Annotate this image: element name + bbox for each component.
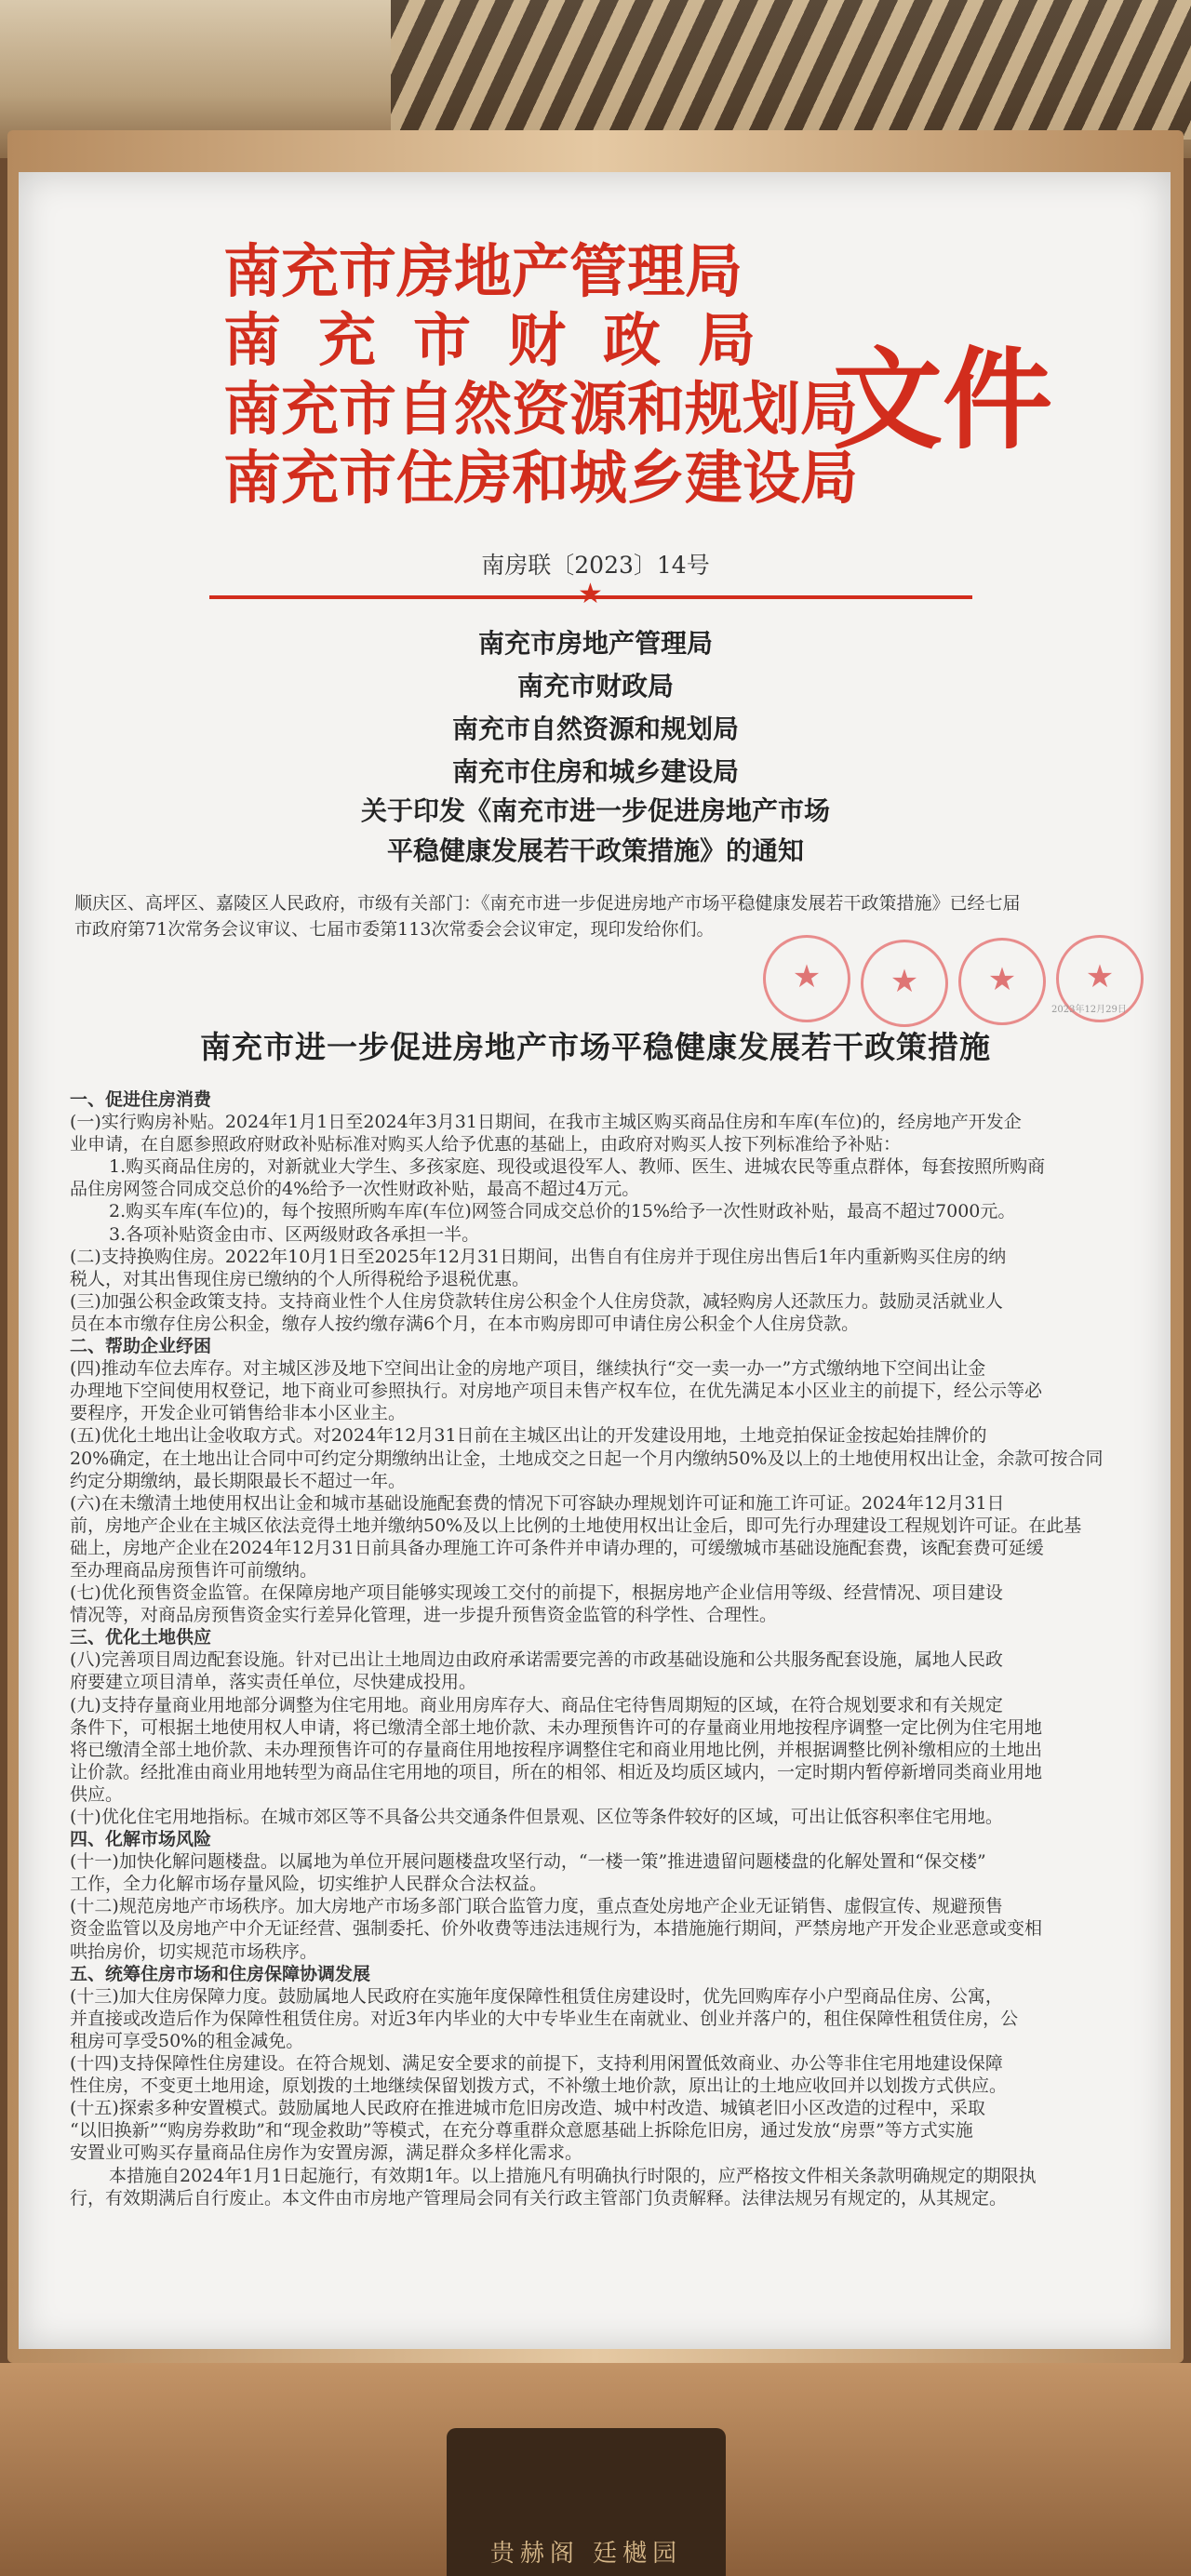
notice-agency-4: 南充市住房和城乡建设局 [451, 756, 739, 787]
section-heading: 四、化解市场风险 [70, 1829, 212, 1850]
body-line: (九)支持存量商业用地部分调整为住宅用地。商业用房库存大、商品住宅待售周期短的区域，在符合规划要求和有关规定 [70, 1694, 1003, 1715]
body-line: 资金监管以及房地产中介无证经营、强制委托、价外收费等违法违规行为，本措施施行期间，严禁房地产开发企业恶意或变相 [70, 1918, 1043, 1940]
body-line: (十四)支持保障性住房建设。在符合规划、满足安全要求的前提下，支持利用闲置低效商业、办公等非住宅用地建设保障 [70, 2053, 1003, 2075]
body-line: 础上，房地产企业在2024年12月31日前具备办理施工许可条件并申请办理的，可缓缴城市基础设施配套费，该配套费可延缓 [70, 1537, 1044, 1558]
display-base [0, 2363, 1191, 2576]
body-line: 哄抬房价，切实规范市场秩序。 [70, 1941, 318, 1962]
notice-agency-1: 南充市房地产管理局 [477, 628, 713, 659]
document-mark: 文件 [833, 335, 1053, 464]
body-line: 让价款。经批准由商业用地转型为商品住宅用地的项目，所在的相邻、相近及均质区域内，一定时期内暂停新增同类商业用地 [70, 1761, 1043, 1782]
body-line: 要程序，开发企业可销售给非本小区业主。 [70, 1403, 407, 1424]
section-heading: 一、促进住房消费 [70, 1089, 212, 1110]
official-seal: ★ [1056, 935, 1144, 1022]
red-divider [209, 578, 972, 610]
name-plaque [447, 2428, 726, 2576]
body-line: 员在本市缴存住房公积金，缴存人按约缴存满6个月，在本市购房即可申请住房公积金个人住房贷款。 [70, 1313, 860, 1334]
body-line: 至办理商品房预售许可前缴纳。 [70, 1559, 318, 1581]
notice-intro-1: 顺庆区、高坪区、嘉陵区人民政府，市级有关部门：《南充市进一步促进房地产市场平稳健康发展若干政策措施》已经七届 [74, 893, 1021, 914]
agency-construction: 南充市住房和城乡建设局 [223, 444, 859, 512]
body-line: 约定分期缴纳，最长期限最长不超过一年。 [70, 1470, 407, 1491]
body-line: 品住房网签合同成交总价的4%给予一次性财政补贴，最高不超过4万元。 [70, 1179, 640, 1200]
body-line: (一)实行购房补贴。2024年1月1日至2024年3月31日期间，在我市主城区购买商品住房和车库(车位)的，经房地产开发企 [70, 1112, 1022, 1133]
body-line: (二)支持换购住房。2022年10月1日至2025年12月31日期间，出售自有住房并于现住房出售后1年内重新购买住房的纳 [70, 1246, 1007, 1267]
body-line: (十二)规范房地产市场秩序。加大房地产市场多部门联合监管力度，重点查处房地产企业无证销售、虚假宣传、规避预售 [70, 1896, 1003, 1917]
notice-intro-2: 市政府第71次常务会议审议、七届市委第113次常委会会议审定，现印发给你们。 [74, 919, 715, 940]
official-seal: ★ [861, 940, 948, 1027]
body-line: 3.各项补贴资金由市、区两级财政各承担一半。 [109, 1223, 480, 1245]
body-line: (六)在未缴清土地使用权出让金和城市基础设施配套费的情况下可容缺办理规划许可证和施工许可证。2024年12月31日 [70, 1492, 1005, 1514]
body-line: 业申请，在自愿参照政府财政补贴标准对购买人给予优惠的基础上，由政府对购买人按下列标准给予补贴： [70, 1134, 902, 1155]
body-line: (十)优化住宅用地指标。在城市郊区等不具备公共交通条件但景观、区位等条件较好的区域，可出让低容积率住宅用地。 [70, 1807, 1003, 1827]
official-seal: ★ [958, 938, 1046, 1025]
plaque-text: 贵赫阁 廷樾园 [489, 2540, 683, 2568]
body-line: (十一)加快化解问题楼盘。以属地为单位开展问题楼盘攻坚行动，“一楼一策”推进遗留问题楼盘的化解处置和“保交楼” [70, 1851, 986, 1873]
notice-title-1: 关于印发《南充市进一步促进房地产市场 [360, 795, 830, 826]
body-line: (十五)探索多种安置模式。鼓励属地人民政府在推进城市危旧房改造、城中村改造、城镇老旧小区改造的过程中，采取 [70, 2098, 985, 2119]
body-line: (四)推动车位去库存。对主城区涉及地下空间出让金的房地产项目，继续执行“交一卖一办一”方式缴纳地下空间出让金 [70, 1358, 986, 1380]
official-seal: ★ [763, 935, 850, 1022]
agency-housing: 南充市房地产管理局 [223, 237, 743, 305]
body-line: (八)完善项目周边配套设施。针对已出让土地周边由政府承诺需要完善的市政基础设施和公共服务配套设施，属地人民政 [70, 1649, 1003, 1671]
body-line: 租房可享受50%的租金减免。 [70, 2030, 304, 2051]
body-line: 安置业可购买存量商品住房作为安置房源，满足群众多样化需求。 [70, 2142, 583, 2164]
body-line: 本措施自2024年1月1日起施行，有效期1年。以上措施凡有明确执行时限的，应严格按文件相关条款明确规定的期限执 [109, 2165, 1037, 2186]
body-line: (三)加强公积金政策支持。支持商业性个人住房贷款转住房公积金个人住房贷款，减轻购房人还款压力。鼓励灵活就业人 [70, 1290, 1003, 1312]
section-heading: 三、优化土地供应 [70, 1627, 212, 1648]
agency-resources: 南充市自然资源和规划局 [223, 375, 859, 443]
notice-title-2: 平稳健康发展若干政策措施》的通知 [386, 835, 804, 866]
section-heading: 五、统筹住房市场和住房保障协调发展 [70, 1963, 371, 1984]
measures-title: 南充市进一步促进房地产市场平稳健康发展若干政策措施 [200, 1029, 991, 1065]
body-line: 供应。 [70, 1783, 124, 1805]
body-line: 性住房，不变更土地用途，原划拨的土地继续保留划拨方式，不补缴土地价款，原出让的土地应收回并以划拨方式供应。 [70, 2075, 1008, 2097]
body-line: 税人，对其出售现住房已缴纳的个人所得税给予退税优惠。 [70, 1268, 530, 1289]
notice-agency-2: 南充市财政局 [516, 671, 674, 701]
body-line: (五)优化土地出让金收取方式。对2024年12月31日前在主城区出让的开发建设用地，土地竞拍保证金按起始挂牌价的 [70, 1425, 987, 1447]
wood-slats [391, 0, 1191, 140]
body-line: 情况等，对商品房预售资金实行差异化管理，进一步提升预售资金监管的科学性、合理性。 [70, 1605, 778, 1626]
body-line: 并直接或改造后作为保障性租赁住房。对近3年内毕业的大中专毕业生在南就业、创业并落户的，租住保障性租赁住房，公 [70, 2008, 1019, 2029]
section-heading: 二、帮助企业纾困 [70, 1336, 212, 1357]
agency-finance: 南充市财政局 [223, 306, 794, 374]
notice-agency-3: 南充市自然资源和规划局 [451, 714, 739, 744]
body-line: 1.购买商品住房的，对新就业大学生、多孩家庭、现役或退役军人、教师、医生、进城农民等重点群体，每套按照所购商 [109, 1156, 1046, 1178]
issuing-agencies [223, 237, 858, 513]
measures-body [70, 1088, 1140, 2209]
body-line: 办理地下空间使用权登记，地下商业可参照执行。对房地产项目未售产权车位，在优先满足本小区业主的前提下，经公示等必 [70, 1381, 1043, 1402]
body-line: 2.购买车库(车位)的，每个按照所购车库(车位)网签合同成交总价的15%给予一次性财政补贴，最高不超过7000元。 [109, 1201, 1016, 1222]
body-line: 府要建立项目清单，落实责任单位，尽快建成投用。 [70, 1672, 477, 1693]
star-icon: ★ [578, 578, 603, 610]
body-line: (七)优化预售资金监管。在保障房地产项目能够实现竣工交付的前提下，根据房地产企业信用等级、经营情况、项目建设 [70, 1582, 1003, 1604]
body-line: “以旧换新”“购房券救助”和“现金救助”等模式，在充分尊重群众意愿基础上拆除危旧房，通过发放“房票”等方式实施 [70, 2120, 973, 2142]
body-line: 将已缴清全部土地价款、未办理预售许可的存量商住用地按程序调整住宅和商业用地比例，并根据调整比例补缴相应的土地出 [70, 1739, 1043, 1760]
body-line: (十三)加大住房保障力度。鼓励属地人民政府在实施年度保障性租赁住房建设时，优先回购库存小户型商品住房、公寓， [70, 1985, 1003, 2007]
body-line: 20%确定，在土地出让合同中可约定分期缴纳出让金，土地成交之日起一个月内缴纳50%及以上的土地使用权出让金，余款可按合同 [70, 1448, 1104, 1469]
body-line: 行，有效期满后自行废止。本文件由市房地产管理局会同有关行政主管部门负责解释。法律法规另有规定的，从其规定。 [70, 2187, 1008, 2209]
body-line: 条件下，可根据土地使用权人申请，将已缴清全部土地价款、未办理预售许可的存量商业用地按程序调整一定比例为住宅用地 [70, 1716, 1043, 1738]
body-line: 工作，全力化解市场存量风险，切实维护人民群众合法权益。 [70, 1874, 548, 1895]
seal-date: 2023年12月29日 [1051, 1005, 1127, 1015]
document-number: 南房联〔2023〕14号 [481, 552, 710, 579]
body-line: 前，房地产企业在主城区依法竞得土地并缴纳50%及以上比例的土地使用权出让金后，即可先行办理建设工程规划许可证。在此基 [70, 1515, 1082, 1536]
